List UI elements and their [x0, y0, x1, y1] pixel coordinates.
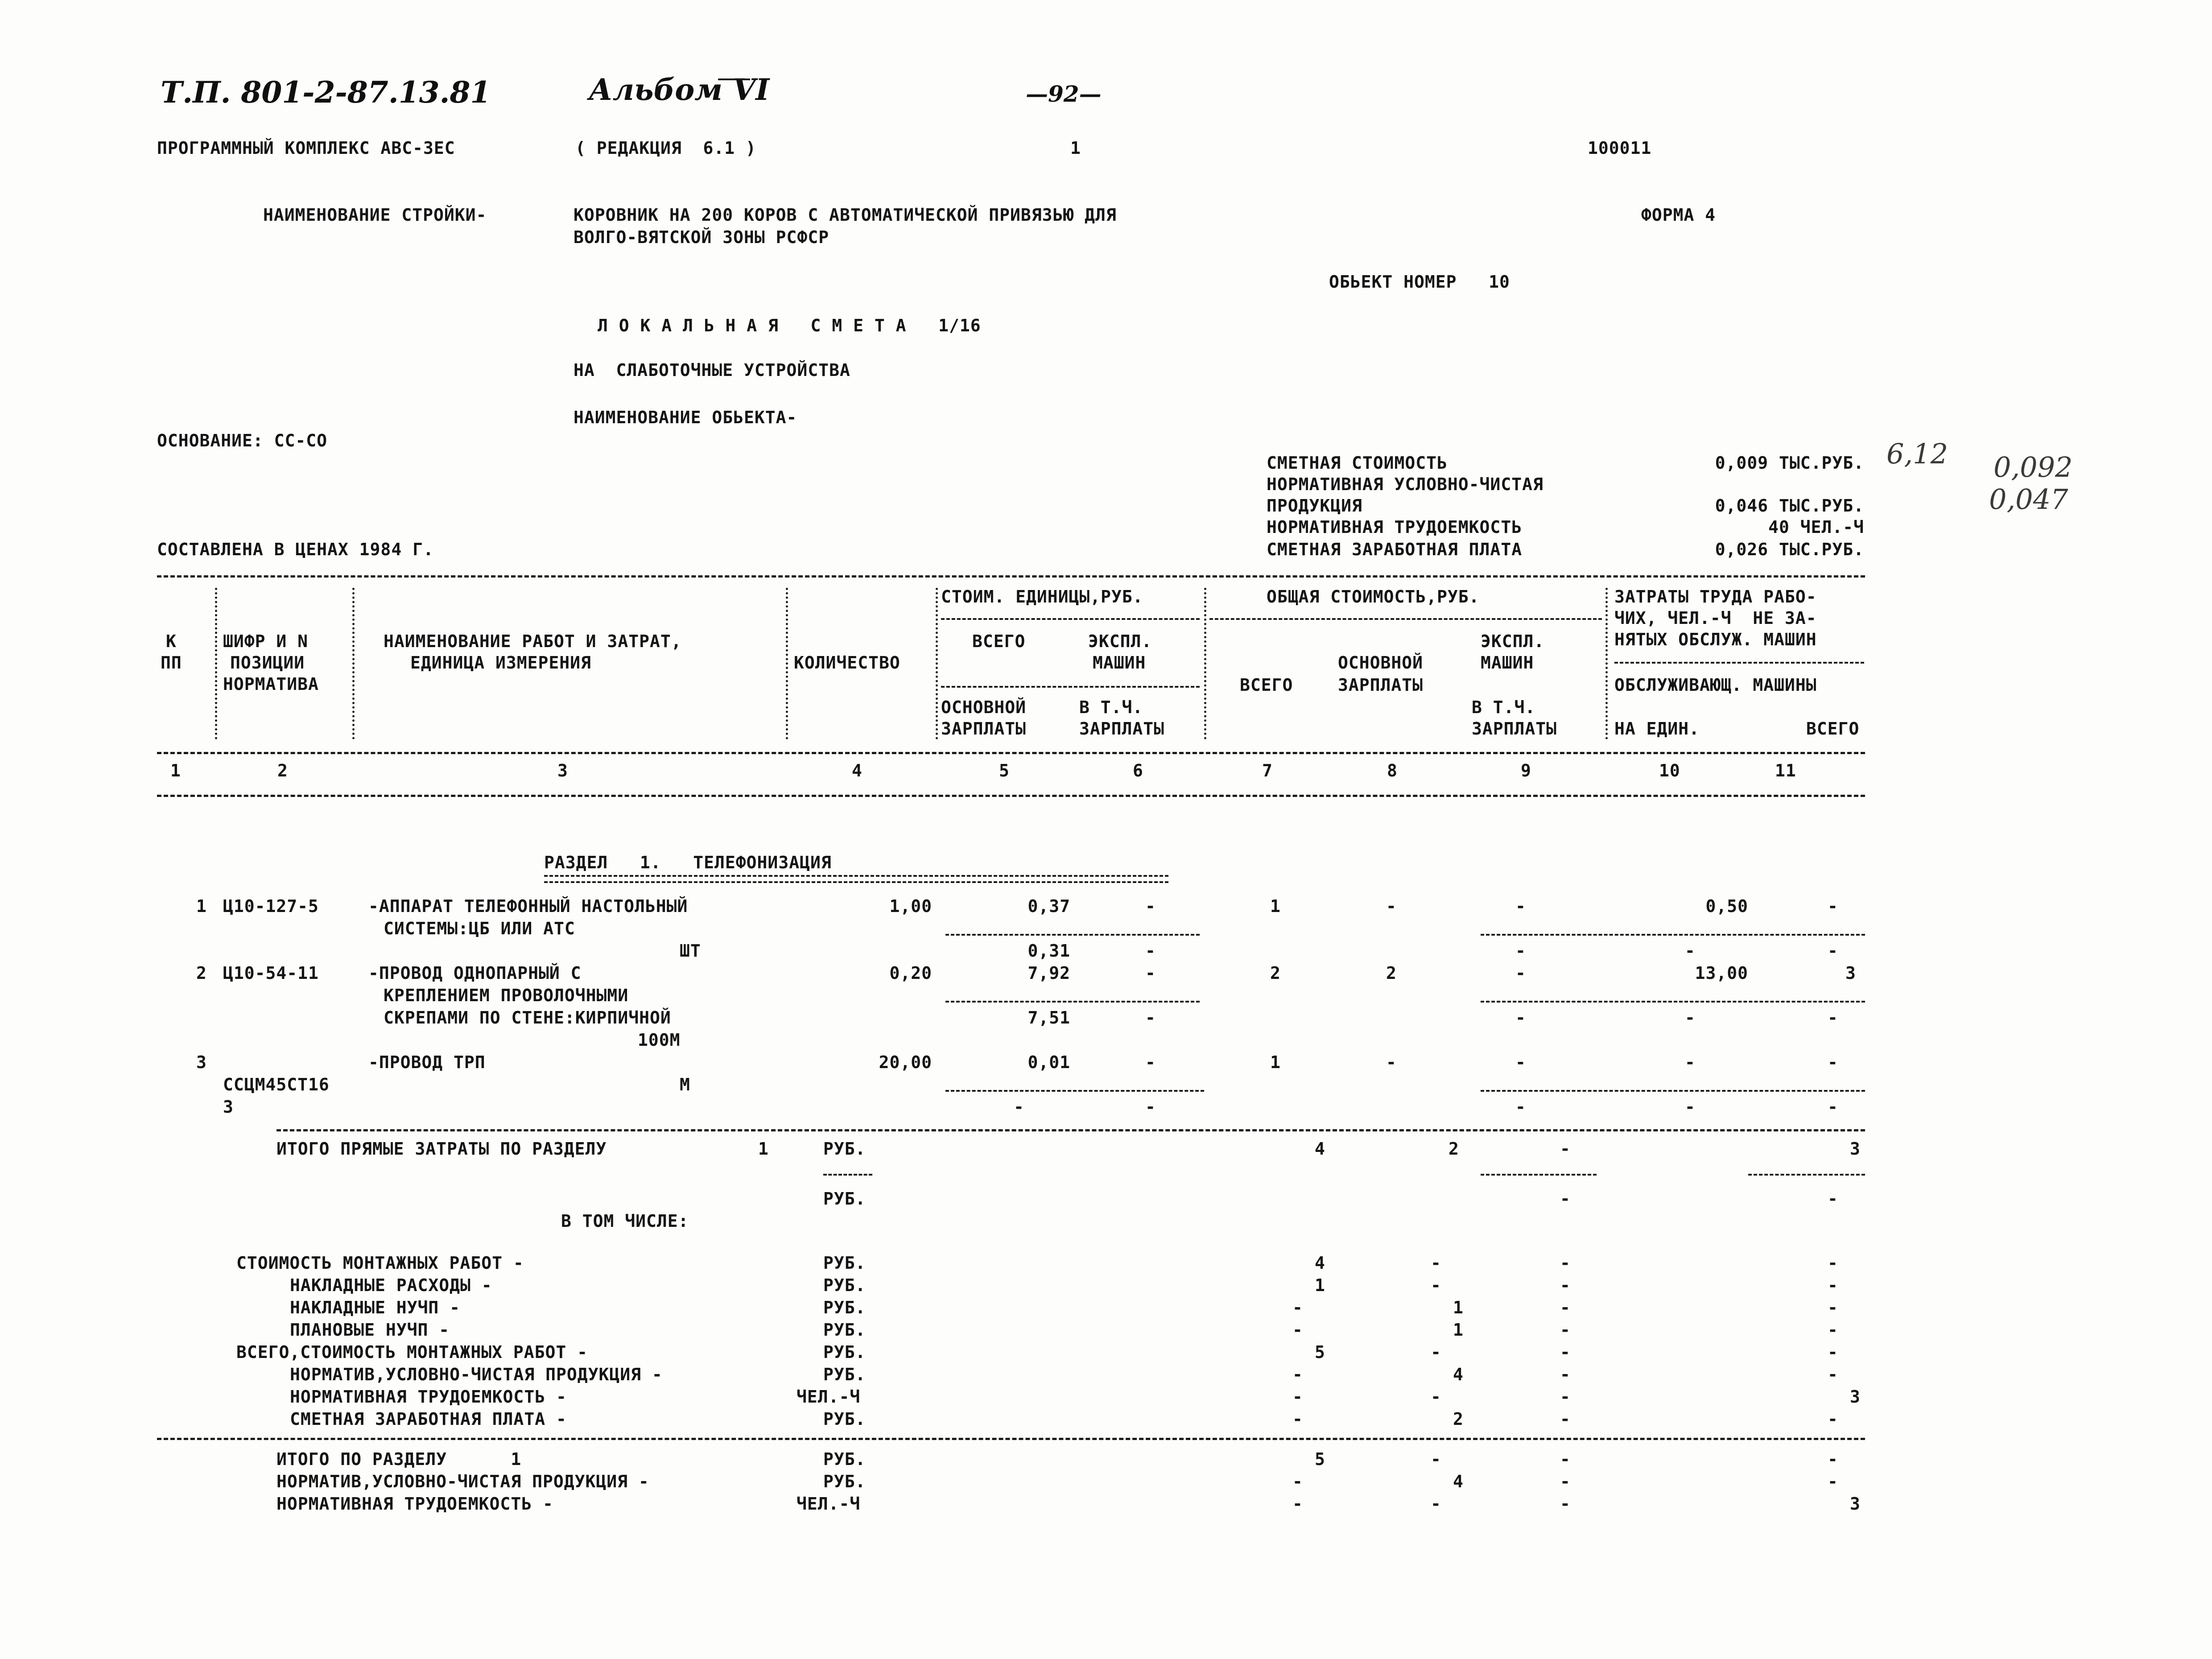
header-unit-cost-base2: ЗАРПЛАТЫ [941, 719, 1027, 739]
total-mach-2: - [1560, 1494, 1571, 1514]
direct-costs-machine: - [1560, 1139, 1571, 1159]
item-2-code: Ц10-54-11 [223, 963, 319, 983]
col-divider-4 [936, 588, 938, 739]
direct-costs-label: ИТОГО ПРЯМЫЕ ЗАТРАТЫ ПО РАЗДЕЛУ [276, 1139, 607, 1159]
breakdown-label-2: НАКЛАДНЫЕ НУЧП - [290, 1298, 461, 1317]
header-total-base2: ЗАРПЛАТЫ [1338, 675, 1424, 695]
total-base-2: - [1431, 1494, 1441, 1514]
item-2-incl: - [1515, 1008, 1526, 1028]
item-3-unit-total: 0,01 [1028, 1052, 1070, 1072]
item-3-incl: - [1515, 1097, 1526, 1117]
summary-label-3: НОРМАТИВНАЯ ТРУДОЕМКОСТЬ [1267, 517, 1523, 537]
header-unit-cost-expl2: МАШИН [1093, 653, 1146, 673]
item-2-number: 2 [196, 963, 207, 983]
breakdown-base-2: 1 [1453, 1298, 1464, 1317]
basis: ОСНОВАНИЕ: СС-СО [157, 431, 328, 450]
item-1-qty: 1,00 [889, 896, 932, 916]
breakdown-mach-6: - [1560, 1387, 1571, 1407]
total-label-0: ИТОГО ПО РАЗДЕЛУ 1 [276, 1449, 522, 1469]
col-num-7: 7 [1262, 761, 1273, 780]
direct-costs-section: 1 [758, 1139, 769, 1159]
total-total-0: 5 [1315, 1449, 1325, 1469]
breakdown-label-6: НОРМАТИВНАЯ ТРУДОЕМКОСТЬ - [290, 1387, 567, 1407]
breakdown-total-1: 1 [1315, 1275, 1325, 1295]
header-col1-line2: ПП [161, 653, 182, 673]
summary-label-4: СМЕТНАЯ ЗАРАБОТНАЯ ПЛАТА [1267, 540, 1523, 559]
item-1-serv-unit: - [1685, 941, 1696, 961]
direct-costs-base-pay: 2 [1449, 1139, 1459, 1159]
breakdown-mach-4: - [1560, 1342, 1571, 1362]
col-num-3: 3 [557, 761, 568, 780]
breakdown-total-7: - [1292, 1409, 1303, 1429]
object-name-label: НАИМЕНОВАНИЕ ОБЬЕКТА- [574, 408, 797, 427]
breakdown-labor-0: - [1828, 1253, 1838, 1273]
breakdown-unit-2: РУБ. [823, 1298, 866, 1317]
object-number: ОБЬЕКТ НОМЕР 10 [1329, 272, 1510, 292]
breakdown-mach-0: - [1560, 1253, 1571, 1273]
item-3-machine: - [1515, 1052, 1526, 1072]
item-3-code: ССЦМ45СТ16 [223, 1075, 330, 1094]
breakdown-unit-5: РУБ. [823, 1365, 866, 1384]
header-col2-line3: НОРМАТИВА [223, 674, 319, 694]
item-2-base-pay: 2 [1386, 963, 1397, 983]
direct-costs-unit-rule [823, 1174, 872, 1176]
breakdown-base-4: - [1431, 1342, 1441, 1362]
breakdown-total-2: - [1292, 1298, 1303, 1317]
item-3-unit-base: - [1014, 1097, 1024, 1117]
breakdown-mach-2: - [1560, 1298, 1571, 1317]
breakdown-label-7: СМЕТНАЯ ЗАРАБОТНАЯ ПЛАТА - [290, 1409, 567, 1429]
item-2-unit-incl: - [1145, 1008, 1156, 1028]
breakdown-labor-4: - [1828, 1342, 1838, 1362]
header-labor-rule [1614, 662, 1864, 664]
header-labor-line3: НЯТЫХ ОБСЛУЖ. МАШИН [1614, 630, 1817, 649]
item-3-code-line2: 3 [223, 1097, 234, 1117]
breakdown-labor-7: - [1828, 1409, 1838, 1429]
item-2-serv-unit: - [1685, 1008, 1696, 1028]
direct-costs-total: 4 [1315, 1139, 1325, 1159]
total-base-1: 4 [1453, 1472, 1464, 1491]
col-num-11: 11 [1775, 761, 1796, 780]
handwritten-note-1: 0,092 [1993, 451, 2073, 483]
col-divider-3 [786, 588, 788, 739]
section-title-rule [544, 875, 1168, 883]
header-unit-cost-rule [941, 618, 1200, 620]
header-labor-line2: ЧИХ, ЧЕЛ.-Ч НЕ ЗА- [1614, 608, 1817, 628]
col-num-8: 8 [1387, 761, 1398, 780]
header-labor-line1: ЗАТРАТЫ ТРУДА РАБО- [1614, 587, 1817, 607]
header-unit-cost-rule-2 [941, 686, 1200, 688]
header-unit-cost-incl1: В Т.Ч. [1079, 697, 1143, 717]
project-code: Т.П. 801-2-87.13.81 [161, 75, 491, 110]
header-bottom-rule [157, 752, 1865, 754]
breakdown-total-6: - [1292, 1387, 1303, 1407]
program-name: ПРОГРАММНЫЙ КОМПЛЕКС АВС-3ЕС [157, 138, 455, 158]
breakdown-base-5: 4 [1453, 1365, 1464, 1384]
item-2-unit-base: 7,51 [1028, 1008, 1070, 1028]
breakdown-label-5: НОРМАТИВ,УСЛОВНО-ЧИСТАЯ ПРОДУКЦИЯ - [290, 1365, 663, 1384]
prices-year: СОСТАВЛЕНА В ЦЕНАХ 1984 Г. [157, 540, 434, 559]
item-2-labor-unit: 13,00 [1695, 963, 1748, 983]
col-num-10: 10 [1659, 761, 1680, 780]
breakdown-mach-5: - [1560, 1365, 1571, 1384]
breakdown-base-7: 2 [1453, 1409, 1464, 1429]
table-top-rule [157, 575, 1865, 578]
summary-value-3: 40 ЧЕЛ.-Ч [1768, 517, 1864, 537]
summary-label-1: НОРМАТИВНАЯ УСЛОВНО-ЧИСТАЯ [1267, 475, 1543, 494]
header-total-cost: ОБЩАЯ СТОИМОСТЬ,РУБ. [1267, 587, 1480, 607]
total-labor-1: - [1828, 1472, 1838, 1491]
direct-costs-labor: 3 [1850, 1139, 1861, 1159]
total-mach-0: - [1560, 1449, 1571, 1469]
item-2-unit-rule [945, 1001, 1200, 1003]
header-total-expl2: МАШИН [1481, 653, 1534, 673]
breakdown-labor-1: - [1828, 1275, 1838, 1295]
breakdown-label-0: СТОИМОСТЬ МОНТАЖНЫХ РАБОТ - [236, 1253, 524, 1273]
header-col4: КОЛИЧЕСТВО [794, 653, 900, 673]
construction-label: НАИМЕНОВАНИЕ СТРОЙКИ- [263, 205, 487, 225]
item-3-labor-unit: - [1685, 1052, 1696, 1072]
header-col1-line1: К [166, 631, 177, 651]
total-unit-1: РУБ. [823, 1472, 866, 1491]
col-num-4: 4 [852, 761, 863, 780]
header-labor-total: ВСЕГО [1806, 719, 1860, 739]
construction-name-line1: КОРОВНИК НА 200 КОРОВ С АВТОМАТИЧЕСКОЙ ПРИВЯЗЬЮ ДЛЯ [574, 205, 1117, 225]
direct-costs-mach-rule [1481, 1174, 1597, 1176]
breakdown-unit-4: РУБ. [823, 1342, 866, 1362]
summary-value-4: 0,026 ТЫС.РУБ. [1715, 540, 1864, 559]
item-2-unit-total: 7,92 [1028, 963, 1070, 983]
col-divider-9 [1605, 588, 1608, 739]
direct-costs-incl: - [1560, 1189, 1571, 1209]
including-label: В ТОМ ЧИСЛЕ: [561, 1211, 689, 1231]
breakdown-label-3: ПЛАНОВЫЕ НУЧП - [290, 1320, 450, 1340]
header-labor-serv: ОБСЛУЖИВАЮЩ. МАШИНЫ [1614, 675, 1817, 695]
item-2-unit-expl: - [1145, 963, 1156, 983]
item-3-right-rule [1481, 1090, 1865, 1092]
direct-costs-rule [276, 1129, 1865, 1131]
item-3-unit: М [680, 1075, 690, 1094]
breakdown-labor-3: - [1828, 1320, 1838, 1340]
breakdown-unit-7: РУБ. [823, 1409, 866, 1429]
program-edition: ( РЕДАКЦИЯ 6.1 ) [575, 138, 756, 158]
header-unit-cost-total: ВСЕГО [972, 631, 1026, 651]
sheet-number: 1 [1070, 138, 1081, 158]
construction-name-line2: ВОЛГО-ВЯТСКОЙ ЗОНЫ РСФСР [574, 227, 830, 247]
header-col3-line2: ЕДИНИЦА ИЗМЕРЕНИЯ [410, 653, 591, 673]
breakdown-label-1: НАКЛАДНЫЕ РАСХОДЫ - [290, 1275, 492, 1295]
summary-label-2: ПРОДУКЦИЯ [1267, 496, 1362, 516]
item-3-qty: 20,00 [879, 1052, 932, 1072]
total-total-2: - [1292, 1494, 1303, 1514]
total-label-2: НОРМАТИВНАЯ ТРУДОЕМКОСТЬ - [276, 1494, 553, 1514]
breakdown-mach-7: - [1560, 1409, 1571, 1429]
header-total-incl2: ЗАРПЛАТЫ [1472, 719, 1557, 739]
summary-label-0: СМЕТНАЯ СТОИМОСТЬ [1267, 453, 1448, 473]
summary-value-0: 0,009 ТЫС.РУБ. [1715, 453, 1864, 473]
col-num-9: 9 [1521, 761, 1531, 780]
direct-costs-unit: РУБ. [823, 1139, 866, 1159]
item-2-serv-total: - [1828, 1008, 1838, 1028]
item-1-code: Ц10-127-5 [223, 896, 319, 916]
item-2-name-line2: КРЕПЛЕНИЕМ ПРОВОЛОЧНЫМИ [384, 986, 629, 1005]
item-3-serv-total: - [1828, 1097, 1838, 1117]
breakdown-labor-5: - [1828, 1365, 1838, 1384]
item-1-number: 1 [196, 896, 207, 916]
col-num-5: 5 [999, 761, 1010, 780]
item-1-labor-total: - [1828, 896, 1838, 916]
item-3-serv-unit: - [1685, 1097, 1696, 1117]
album-underline [718, 78, 750, 80]
item-1-right-rule [1481, 934, 1865, 936]
handwritten-note-2: 0,047 [1989, 483, 2068, 516]
header-unit-cost-incl2: ЗАРПЛАТЫ [1079, 719, 1165, 739]
header-unit-cost-expl1: ЭКСПЛ. [1088, 631, 1152, 651]
total-base-0: - [1431, 1449, 1441, 1469]
breakdown-total-0: 4 [1315, 1253, 1325, 1273]
breakdown-base-0: - [1431, 1253, 1441, 1273]
summary-value-2: 0,046 ТЫС.РУБ. [1715, 496, 1864, 516]
col-num-6: 6 [1133, 761, 1143, 780]
header-unit-cost: СТОИМ. ЕДИНИЦЫ,РУБ. [941, 587, 1143, 607]
item-3-total: 1 [1270, 1052, 1281, 1072]
breakdown-unit-1: РУБ. [823, 1275, 866, 1295]
item-2-total: 2 [1270, 963, 1281, 983]
item-3-unit-rule [945, 1090, 1204, 1092]
total-total-1: - [1292, 1472, 1303, 1491]
breakdown-label-4: ВСЕГО,СТОИМОСТЬ МОНТАЖНЫХ РАБОТ - [236, 1342, 588, 1362]
header-total-incl1: В Т.Ч. [1472, 697, 1536, 717]
item-2-labor-total: 3 [1845, 963, 1856, 983]
direct-costs-serv: - [1828, 1189, 1838, 1209]
item-2-machine: - [1515, 963, 1526, 983]
item-1-name-line1: -АППАРАТ ТЕЛЕФОННЫЙ НАСТОЛЬНЫЙ [368, 896, 688, 916]
item-1-base-pay: - [1386, 896, 1397, 916]
item-2-name-line1: -ПРОВОД ОДНОПАРНЫЙ С [368, 963, 582, 983]
breakdown-total-3: - [1292, 1320, 1303, 1340]
breakdown-total-5: - [1292, 1365, 1303, 1384]
item-1-unit: ШТ [680, 941, 701, 961]
document-code: 100011 [1588, 138, 1652, 158]
document-subtitle: НА СЛАБОТОЧНЫЕ УСТРОЙСТВА [574, 360, 850, 380]
item-3-unit-incl: - [1145, 1097, 1156, 1117]
section-title: РАЗДЕЛ 1. ТЕЛЕФОНИЗАЦИЯ [544, 853, 832, 872]
breakdown-labor-2: - [1828, 1298, 1838, 1317]
item-1-unit-expl: - [1145, 896, 1156, 916]
breakdown-mach-3: - [1560, 1320, 1571, 1340]
item-1-total: 1 [1270, 896, 1281, 916]
breakdown-mach-1: - [1560, 1275, 1571, 1295]
header-total-base1: ОСНОВНОЙ [1338, 653, 1424, 673]
item-1-unit-base: 0,31 [1028, 941, 1070, 961]
item-3-number: 3 [196, 1052, 207, 1072]
col-divider-1 [215, 588, 217, 739]
col-num-1: 1 [170, 761, 181, 780]
breakdown-total-4: 5 [1315, 1342, 1325, 1362]
direct-costs-labor-rule [1748, 1174, 1865, 1176]
page-number: —92— [1026, 81, 1102, 107]
total-labor-0: - [1828, 1449, 1838, 1469]
item-2-qty: 0,20 [889, 963, 932, 983]
header-col3-line1: НАИМЕНОВАНИЕ РАБОТ И ЗАТРАТ, [384, 631, 682, 651]
header-unit-cost-base1: ОСНОВНОЙ [941, 697, 1027, 717]
column-numbers-rule [157, 795, 1865, 797]
item-1-unit-total: 0,37 [1028, 896, 1070, 916]
header-col2-line1: ШИФР И N [223, 631, 309, 651]
item-1-unit-rule [945, 934, 1200, 936]
total-label-1: НОРМАТИВ,УСЛОВНО-ЧИСТАЯ ПРОДУКЦИЯ - [276, 1472, 649, 1491]
album-label: Альбом VI [589, 72, 770, 107]
header-total-cost-total: ВСЕГО [1240, 675, 1293, 695]
item-1-labor-unit: 0,50 [1705, 896, 1748, 916]
item-3-unit-expl: - [1145, 1052, 1156, 1072]
item-3-base-pay: - [1386, 1052, 1397, 1072]
item-1-name-line2: СИСТЕМЫ:ЦБ ИЛИ АТС [384, 919, 575, 938]
form-number: ФОРМА 4 [1641, 205, 1716, 225]
item-1-unit-incl: - [1145, 941, 1156, 961]
header-col2-line2: ПОЗИЦИИ [230, 653, 305, 673]
breakdown-unit-6: ЧЕЛ.-Ч [796, 1387, 861, 1407]
item-1-machine: - [1515, 896, 1526, 916]
item-2-right-rule [1481, 1001, 1865, 1003]
col-divider-2 [352, 588, 355, 739]
handwritten-note-0: 6,12 [1886, 437, 1948, 470]
breakdown-base-1: - [1431, 1275, 1441, 1295]
header-total-cost-rule [1209, 618, 1602, 620]
breakdown-unit-0: РУБ. [823, 1253, 866, 1273]
total-unit-0: РУБ. [823, 1449, 866, 1469]
item-3-name: -ПРОВОД ТРП [368, 1052, 486, 1072]
col-divider-6 [1204, 588, 1206, 739]
total-mach-1: - [1560, 1472, 1571, 1491]
header-total-expl1: ЭКСПЛ. [1481, 631, 1545, 651]
breakdown-labor-6: 3 [1850, 1387, 1861, 1407]
col-num-2: 2 [277, 761, 288, 780]
total-labor-2: 3 [1850, 1494, 1861, 1514]
item-1-incl: - [1515, 941, 1526, 961]
breakdown-base-6: - [1431, 1387, 1441, 1407]
total-unit-2: ЧЕЛ.-Ч [796, 1494, 861, 1514]
document-title: Л О К А Л Ь Н А Я С М Е Т А 1/16 [598, 316, 981, 335]
item-1-serv-total: - [1828, 941, 1838, 961]
section-total-rule [157, 1438, 1865, 1440]
item-2-name-line3: СКРЕПАМИ ПО СТЕНЕ:КИРПИЧНОЙ [384, 1008, 671, 1028]
breakdown-base-3: 1 [1453, 1320, 1464, 1340]
breakdown-unit-3: РУБ. [823, 1320, 866, 1340]
header-labor-unit: НА ЕДИН. [1614, 719, 1700, 739]
item-3-labor-total: - [1828, 1052, 1838, 1072]
item-2-unit: 100М [638, 1030, 681, 1050]
direct-costs-unit2: РУБ. [823, 1189, 866, 1209]
